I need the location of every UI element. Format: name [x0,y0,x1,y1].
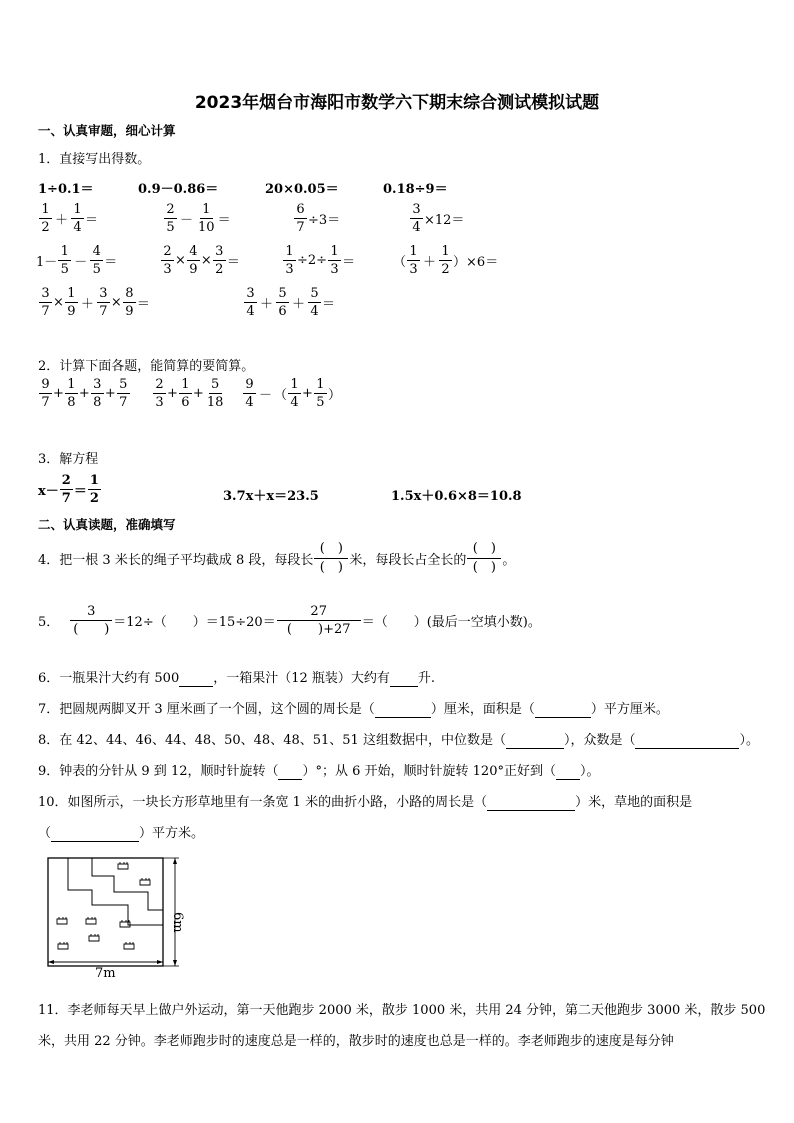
path-lower-edge [92,858,163,910]
q4-blank-fraction-1[interactable]: $\frac{( )}{( )}$ [314,542,348,575]
q4-number: 4． [38,553,60,568]
q1-item: 0.9－0.86＝ [138,182,219,197]
q2-item: $\frac{9}{7}$ + $\frac{1}{8}$ + $\frac{3}{8}$ + $\frac{5}{7}$ [38,378,131,409]
q11-line-1: 11．李老师每天早上做户外运动，第一天他跑步 2000 米，散步 1000 米，共用 24 分钟，第二天他跑步 3000 米，散步 500 [38,1003,766,1018]
q2-item: $\frac{9}{4}$ － （ $\frac{1}{4}$ + $\frac{1}{5}$ ） [242,378,341,409]
q7: 7．把圆规两脚叉开 3 厘米画了一个圆，这个圆的周长是（ ）厘米，面积是（ ）平方厘米。 [38,702,669,717]
q1-item: 0.18÷9＝ [383,182,448,197]
q5-text: ＝（ ）(最后一空填小数)。 [361,615,541,630]
q1-fraction-item: $\frac{6}{7}$ ÷3＝ [293,203,340,234]
q8-blank-2[interactable] [635,733,739,749]
q6-blank-1[interactable] [179,671,213,687]
q7-blank-1[interactable] [375,702,431,718]
q4-text: 米，每段长占全长的 [349,553,467,568]
q3-equation: x－ $\frac{2}{7}$ ＝ $\frac{1}{2}$ [38,473,99,506]
q8: 8．在 42、44、46、44、48、50、48、48、51、51 这组数据中，中位数是（ ），众数是（ ）。 [38,733,759,748]
q1-fraction-item: $\frac{3}{4}$ ×12＝ [409,203,464,234]
q9-blank-2[interactable] [556,764,580,780]
q9-blank-1[interactable] [278,764,302,780]
page-title: 2023年烟台市海阳市数学六下期末综合测试模拟试题 [194,93,600,113]
q3-label: 3．解方程 [38,452,99,467]
q5-fraction-a[interactable]: $\frac{3}{( )}$ [70,605,112,636]
q3-equation: 3.7x＋x＝23.5 [223,489,319,504]
q6: 6．一瓶果汁大约有 500 ，一箱果汁（12 瓶装）大约有 升. [38,671,436,686]
q4-text: 把一根 3 米长的绳子平均截成 8 段，每段长 [59,553,314,568]
q10-blank-2[interactable] [51,826,139,842]
q4-text: 。 [502,553,516,568]
q1-fraction-item: （ $\frac{1}{3}$ ＋ $\frac{1}{2}$ ）×6＝ [393,244,499,277]
q1-fraction-item: $\frac{1}{3}$ ÷2÷ $\frac{1}{3}$ ＝ [282,245,355,276]
q10-line-2: （ ）平方米。 [38,826,205,841]
q5-number: 5． [38,615,60,630]
q2-item: $\frac{2}{3}$ + $\frac{1}{6}$ + $\frac{5}{18}$ [152,378,226,409]
q1-fraction-item: $\frac{1}{2}$ ＋ $\frac{1}{4}$ ＝ [38,203,98,234]
height-label: 6m [170,912,185,933]
section-heading-2: 二、认真读题，准确填写 [38,517,176,532]
q10-blank-1[interactable] [487,795,575,811]
q4 [38,542,515,575]
q4-blank-fraction-2[interactable]: $\frac{( )}{( )}$ [467,542,501,575]
q5-text: ＝12÷（ ）＝15÷20＝ [113,615,276,630]
q5-fraction-b[interactable]: $\frac{27}{( )+27}$ [277,605,361,636]
q5 [38,605,541,636]
lawn-rectangle [48,858,163,966]
q8-blank-1[interactable] [506,733,564,749]
q1-fraction-item: $\frac{2}{5}$ － $\frac{1}{10}$ ＝ [163,203,231,234]
q10-line-1: 10．如图所示，一块长方形草地里有一条宽 1 米的曲折小路，小路的周长是（ ）米，草地的面积是 [38,795,693,810]
q1-label: 1．直接写出得数。 [38,152,151,167]
q1-fraction-item: $\frac{2}{3}$ × $\frac{4}{9}$ × $\frac{3}{2}$ ＝ [160,245,240,276]
q2-label: 2．计算下面各题，能简算的要简算。 [38,359,255,374]
section-heading-1: 一、认真审题，细心计算 [38,123,176,138]
q1-item: 20×0.05＝ [265,182,339,197]
q1-item: 1÷0.1＝ [38,182,94,197]
width-label: 7m [95,966,116,981]
q1-fraction-item: 1－ $\frac{1}{5}$ － $\frac{4}{5}$ ＝ [36,244,118,277]
q1-fraction-item: $\frac{3}{4}$ ＋ $\frac{5}{6}$ ＋ $\frac{5}{4}$ ＝ [243,287,335,318]
q6-blank-2[interactable] [390,671,418,687]
q11-line-2: 米，共用 22 分钟。李老师跑步时的速度总是一样的，散步时的速度也总是一样的。李老师跑步的速度是每分钟 [38,1034,674,1049]
q1-fraction-item: $\frac{3}{7}$ × $\frac{1}{9}$ ＋ $\frac{3}{7}$ × $\frac{8}{9}$ ＝ [38,287,150,318]
q10-figure [40,852,200,982]
q7-blank-2[interactable] [535,702,591,718]
q9: 9．钟表的分针从 9 到 12，顺时针旋转（ ）°；从 6 开始，顺时针旋转 120°正好到（ ）。 [38,764,600,779]
q3-equation: 1.5x＋0.6×8＝10.8 [391,489,522,504]
